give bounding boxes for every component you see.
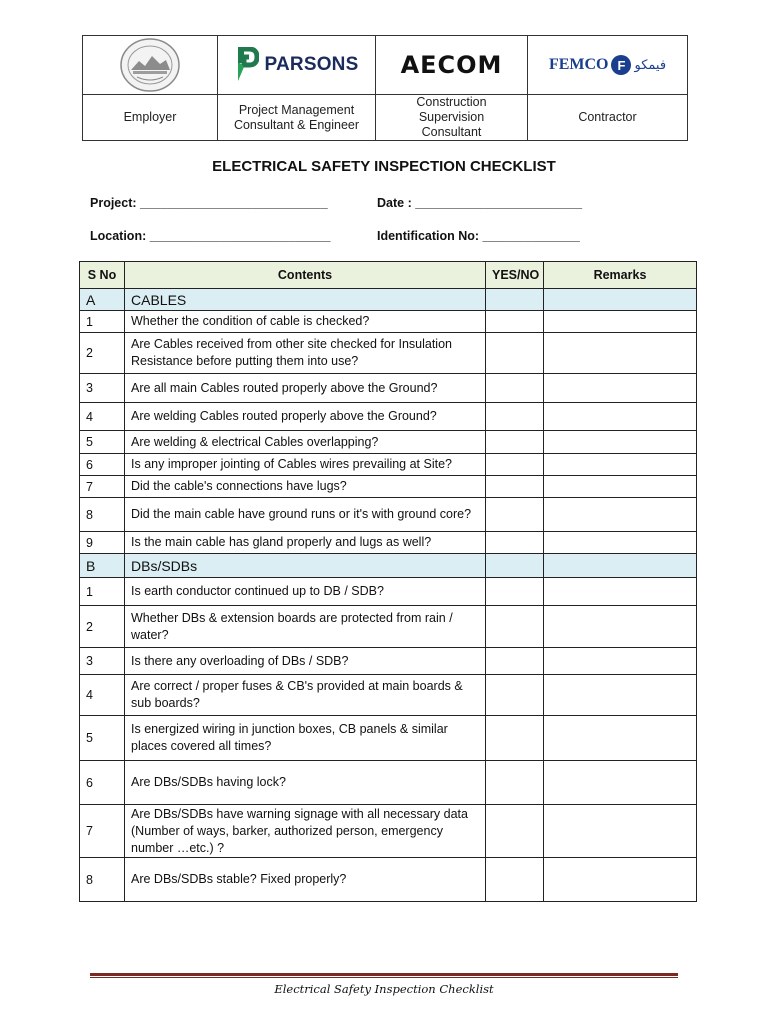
yes-no-cell[interactable]: [486, 761, 544, 805]
row-question: Are all main Cables routed properly above the Ground?: [125, 374, 486, 403]
yes-no-cell[interactable]: [486, 858, 544, 902]
yes-no-cell[interactable]: [486, 454, 544, 476]
parsons-logo-text: PARSONS: [264, 54, 359, 75]
table-row: [80, 431, 697, 454]
yes-no-cell[interactable]: [486, 374, 544, 403]
row-number: 7: [80, 805, 125, 858]
row-number: 2: [80, 606, 125, 648]
yes-no-cell[interactable]: [486, 532, 544, 554]
section-title: CABLES: [125, 289, 486, 311]
row-question: Are DBs/SDBs have warning signage with all necessary data (Number of ways, barker, authorized person, emergency number …etc.) ?: [125, 805, 486, 858]
row-question: Whether DBs & extension boards are protected from rain / water?: [125, 606, 486, 648]
remarks-cell[interactable]: [544, 374, 697, 403]
row-number: 1: [80, 578, 125, 606]
row-number: 4: [80, 675, 125, 716]
header-remarks: Remarks: [544, 262, 697, 289]
table-row: [80, 454, 697, 476]
yes-no-cell[interactable]: [486, 476, 544, 498]
document-title: ELECTRICAL SAFETY INSPECTION CHECKLIST: [212, 158, 556, 175]
remarks-cell[interactable]: [544, 532, 697, 554]
yes-no-cell[interactable]: [486, 675, 544, 716]
project-field: Project: ___________________________: [90, 196, 328, 210]
yes-no-cell[interactable]: [486, 498, 544, 532]
remarks-cell[interactable]: [544, 454, 697, 476]
header-contents: Contents: [125, 262, 486, 289]
table-row: [80, 374, 697, 403]
table-row: [80, 716, 697, 761]
row-question: Whether the condition of cable is checked?: [125, 311, 486, 333]
row-question: Are correct / proper fuses & CB's provided at main boards & sub boards?: [125, 675, 486, 716]
remarks-cell[interactable]: [544, 333, 697, 374]
femco-badge-icon: F: [611, 55, 631, 75]
row-question: Is any improper jointing of Cables wires prevailing at Site?: [125, 454, 486, 476]
section-yes-no-cell: [486, 554, 544, 578]
yes-no-cell[interactable]: [486, 716, 544, 761]
remarks-cell[interactable]: [544, 403, 697, 431]
row-number: 8: [80, 858, 125, 902]
row-number: 6: [80, 454, 125, 476]
table-row: [80, 675, 697, 716]
identification-field: Identification No: ______________: [377, 229, 580, 243]
yes-no-cell[interactable]: [486, 606, 544, 648]
row-number: 8: [80, 498, 125, 532]
remarks-cell[interactable]: [544, 606, 697, 648]
table-row: [80, 498, 697, 532]
yes-no-cell[interactable]: [486, 333, 544, 374]
section-id: B: [80, 554, 125, 578]
table-row: [80, 532, 697, 554]
row-question: Is earth conductor continued up to DB / SDB?: [125, 578, 486, 606]
remarks-cell[interactable]: [544, 476, 697, 498]
employer-logo-cell: [83, 36, 218, 95]
table-row: [80, 648, 697, 675]
section-id: A: [80, 289, 125, 311]
remarks-cell[interactable]: [544, 431, 697, 454]
row-question: Is the main cable has gland properly and lugs as well?: [125, 532, 486, 554]
checklist-header-row: [80, 262, 697, 289]
parsons-logo-icon: [235, 47, 259, 83]
row-question: Are DBs/SDBs stable? Fixed properly?: [125, 858, 486, 902]
remarks-cell[interactable]: [544, 311, 697, 333]
remarks-cell[interactable]: [544, 761, 697, 805]
femco-logo-text: FEMCO: [548, 56, 609, 73]
row-number: 3: [80, 648, 125, 675]
yes-no-cell[interactable]: [486, 431, 544, 454]
role-employer: Employer: [83, 95, 218, 141]
section-row: [80, 554, 697, 578]
row-question: Are welding & electrical Cables overlapping?: [125, 431, 486, 454]
remarks-cell[interactable]: [544, 858, 697, 902]
contractor-logo-cell: [528, 36, 688, 95]
row-question: Are DBs/SDBs having lock?: [125, 761, 486, 805]
femco-arabic-text: فيمكو: [634, 57, 667, 72]
header-yes-no: YES/NO: [486, 262, 544, 289]
table-row: [80, 606, 697, 648]
section-title: DBs/SDBs: [125, 554, 486, 578]
row-question: Is there any overloading of DBs / SDB?: [125, 648, 486, 675]
footer-divider-thin: [90, 977, 678, 978]
row-number: 2: [80, 333, 125, 374]
row-number: 5: [80, 716, 125, 761]
remarks-cell[interactable]: [544, 716, 697, 761]
row-number: 3: [80, 374, 125, 403]
employer-seal-logo: [119, 37, 181, 93]
section-remarks-cell: [544, 554, 697, 578]
yes-no-cell[interactable]: [486, 648, 544, 675]
table-row: [80, 761, 697, 805]
header-logo-table: [82, 35, 688, 141]
row-number: 6: [80, 761, 125, 805]
remarks-cell[interactable]: [544, 805, 697, 858]
pmc-logo-cell: [218, 36, 376, 95]
yes-no-cell[interactable]: [486, 805, 544, 858]
section-remarks-cell: [544, 289, 697, 311]
role-csc: Construction Supervision Consultant: [376, 95, 528, 141]
table-row: [80, 805, 697, 858]
row-number: 4: [80, 403, 125, 431]
footer-text: Electrical Safety Inspection Checklist: [274, 982, 494, 996]
remarks-cell[interactable]: [544, 675, 697, 716]
table-row: [80, 311, 697, 333]
row-number: 9: [80, 532, 125, 554]
location-field: Location: __________________________: [90, 229, 331, 243]
role-contractor: Contractor: [528, 95, 688, 141]
header-sno: S No: [80, 262, 125, 289]
table-row: [80, 476, 697, 498]
row-question: Did the main cable have ground runs or it's with ground core?: [125, 498, 486, 532]
aecom-logo-text: AECOM: [400, 51, 503, 79]
section-row: [80, 289, 697, 311]
table-row: [80, 403, 697, 431]
remarks-cell[interactable]: [544, 498, 697, 532]
section-yes-no-cell: [486, 289, 544, 311]
remarks-cell[interactable]: [544, 648, 697, 675]
date-field: Date : ________________________: [377, 196, 583, 210]
remarks-cell[interactable]: [544, 578, 697, 606]
row-question: Are welding Cables routed properly above the Ground?: [125, 403, 486, 431]
table-row: [80, 333, 697, 374]
checklist-table: [79, 261, 697, 902]
row-number: 1: [80, 311, 125, 333]
table-row: [80, 858, 697, 902]
yes-no-cell[interactable]: [486, 403, 544, 431]
row-question: Is energized wiring in junction boxes, CB panels & similar places covered all times?: [125, 716, 486, 761]
row-question: Are Cables received from other site checked for Insulation Resistance before putting them into use?: [125, 333, 486, 374]
yes-no-cell[interactable]: [486, 311, 544, 333]
footer-divider: [90, 973, 678, 976]
row-number: 5: [80, 431, 125, 454]
csc-logo-cell: [376, 36, 528, 95]
role-pmc: Project Management Consultant & Engineer: [218, 95, 376, 141]
yes-no-cell[interactable]: [486, 578, 544, 606]
row-number: 7: [80, 476, 125, 498]
table-row: [80, 578, 697, 606]
row-question: Did the cable's connections have lugs?: [125, 476, 486, 498]
